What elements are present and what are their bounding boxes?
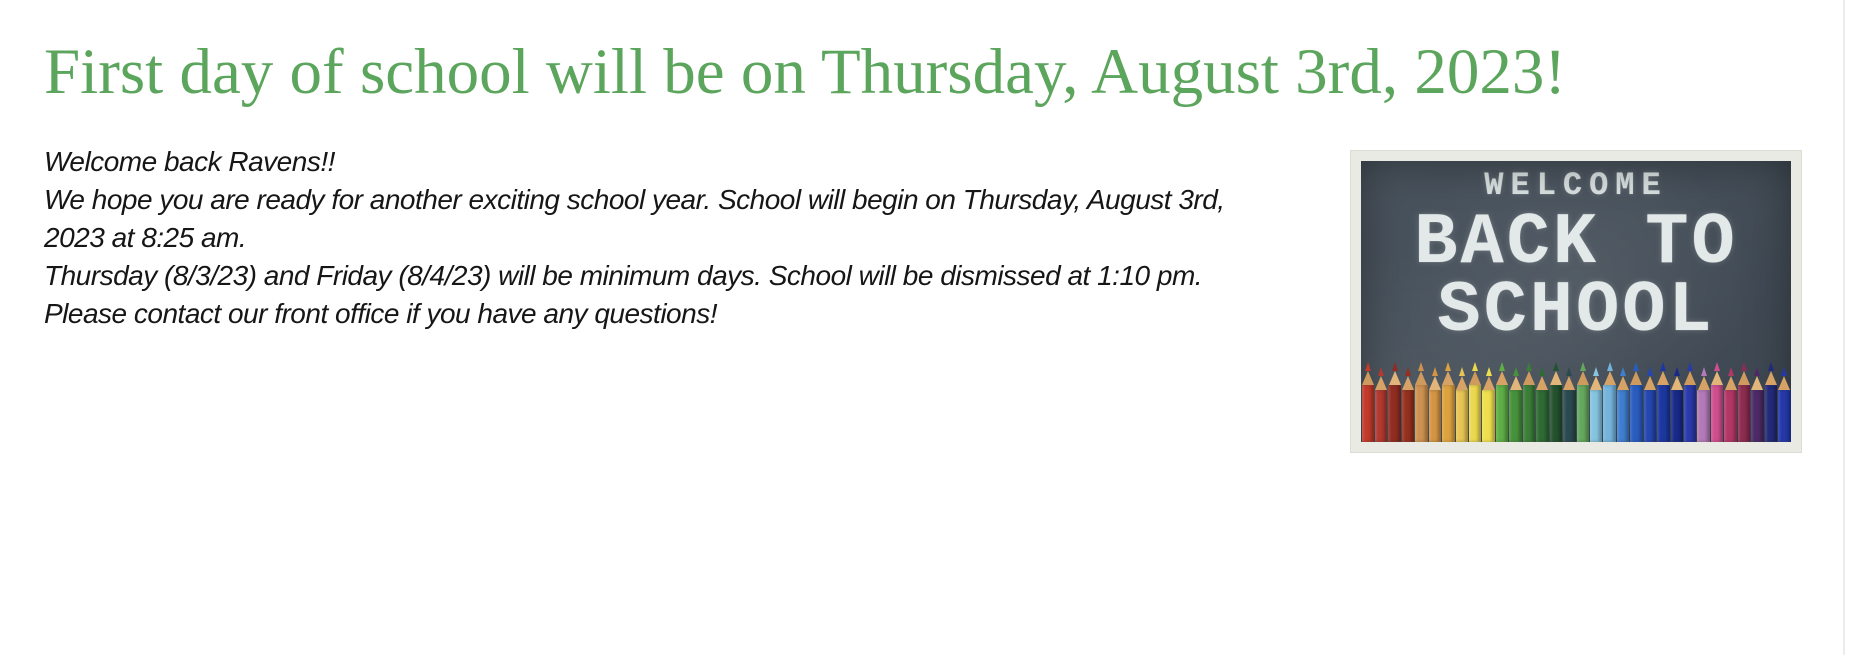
pencil-lead-tip: [1781, 367, 1787, 376]
pencil-shaft: [1456, 390, 1468, 442]
chalkboard-back-to-text: BACK TO: [1414, 202, 1738, 284]
pencil-lead-tip: [1486, 367, 1492, 376]
colored-pencil: [1482, 367, 1495, 442]
pencil-wood-cone: [1577, 371, 1589, 385]
pencil-shaft: [1469, 385, 1481, 442]
colored-pencil: [1737, 362, 1750, 442]
pencil-lead-tip: [1728, 367, 1734, 376]
colored-pencil: [1603, 362, 1616, 442]
pencil-wood-cone: [1711, 371, 1723, 385]
pencil-shaft: [1724, 390, 1736, 442]
pencil-lead-tip: [1660, 362, 1666, 371]
page-right-divider: [1843, 0, 1845, 655]
pencil-lead-tip: [1378, 367, 1384, 376]
pencil-lead-tip: [1768, 362, 1774, 371]
pencil-wood-cone: [1362, 371, 1374, 385]
pencil-wood-cone: [1429, 376, 1441, 390]
pencil-lead-tip: [1499, 362, 1505, 371]
pencil-lead-tip: [1405, 367, 1411, 376]
pencil-lead-tip: [1580, 362, 1586, 371]
pencil-wood-cone: [1496, 371, 1508, 385]
colored-pencil: [1657, 362, 1670, 442]
pencil-shaft: [1415, 385, 1427, 442]
pencil-lead-tip: [1365, 362, 1371, 371]
pencil-shaft: [1644, 390, 1656, 442]
pencil-lead-tip: [1714, 362, 1720, 371]
colored-pencil: [1778, 367, 1791, 442]
colored-pencil: [1589, 367, 1602, 442]
pencil-wood-cone: [1456, 376, 1468, 390]
back-to-school-image: [1350, 150, 1802, 453]
announcement-line: Please contact our front office if you have any questions!: [44, 298, 717, 329]
pencil-shaft: [1523, 385, 1535, 442]
pencil-shaft: [1577, 385, 1589, 442]
colored-pencil: [1724, 367, 1737, 442]
colored-pencil: [1697, 367, 1710, 442]
chalkboard-welcome-text: WELCOME: [1484, 167, 1668, 204]
pencil-wood-cone: [1698, 376, 1710, 390]
pencil-row: [1361, 358, 1791, 442]
pencil-shaft: [1550, 385, 1562, 442]
pencil-shaft: [1563, 390, 1575, 442]
colored-pencil: [1442, 362, 1455, 442]
pencil-shaft: [1697, 390, 1709, 442]
colored-pencil: [1522, 362, 1535, 442]
pencil-lead-tip: [1754, 367, 1760, 376]
pencil-wood-cone: [1751, 376, 1763, 390]
pencil-shaft: [1778, 390, 1790, 442]
pencil-lead-tip: [1432, 367, 1438, 376]
pencil-lead-tip: [1539, 367, 1545, 376]
pencil-wood-cone: [1442, 371, 1454, 385]
pencil-wood-cone: [1765, 371, 1777, 385]
pencil-wood-cone: [1469, 371, 1481, 385]
colored-pencil: [1374, 367, 1387, 442]
colored-pencil: [1616, 367, 1629, 442]
announcement-line: Welcome back Ravens!!: [44, 146, 335, 177]
announcement-line: 2023 at 8:25 am.: [44, 222, 247, 253]
pencil-lead-tip: [1392, 362, 1398, 371]
colored-pencil: [1684, 362, 1697, 442]
pencil-lead-tip: [1526, 362, 1532, 371]
pencil-shaft: [1765, 385, 1777, 442]
pencil-shaft: [1671, 390, 1683, 442]
page-title: First day of school will be on Thursday, August 3rd, 2023!: [44, 36, 1566, 108]
pencil-shaft: [1657, 385, 1669, 442]
pencil-shaft: [1402, 390, 1414, 442]
colored-pencil: [1764, 362, 1777, 442]
colored-pencil: [1469, 362, 1482, 442]
pencil-wood-cone: [1536, 376, 1548, 390]
pencil-lead-tip: [1647, 367, 1653, 376]
pencil-wood-cone: [1778, 376, 1790, 390]
pencil-wood-cone: [1375, 376, 1387, 390]
pencil-lead-tip: [1418, 362, 1424, 371]
pencil-wood-cone: [1563, 376, 1575, 390]
pencil-shaft: [1536, 390, 1548, 442]
colored-pencil: [1455, 367, 1468, 442]
pencil-wood-cone: [1630, 371, 1642, 385]
pencil-shaft: [1496, 385, 1508, 442]
pencil-wood-cone: [1402, 376, 1414, 390]
pencil-wood-cone: [1415, 371, 1427, 385]
colored-pencil: [1428, 367, 1441, 442]
pencil-shaft: [1590, 390, 1602, 442]
pencil-shaft: [1442, 385, 1454, 442]
pencil-wood-cone: [1617, 376, 1629, 390]
pencil-lead-tip: [1513, 367, 1519, 376]
colored-pencil: [1361, 362, 1374, 442]
pencil-shaft: [1684, 385, 1696, 442]
chalkboard-school-text: SCHOOL: [1437, 270, 1715, 352]
pencil-wood-cone: [1684, 371, 1696, 385]
pencil-wood-cone: [1510, 376, 1522, 390]
pencil-lead-tip: [1687, 362, 1693, 371]
pencil-wood-cone: [1671, 376, 1683, 390]
pencil-shaft: [1375, 390, 1387, 442]
pencil-lead-tip: [1472, 362, 1478, 371]
colored-pencil: [1415, 362, 1428, 442]
colored-pencil: [1643, 367, 1656, 442]
pencil-wood-cone: [1657, 371, 1669, 385]
pencil-lead-tip: [1620, 367, 1626, 376]
colored-pencil: [1536, 367, 1549, 442]
pencil-lead-tip: [1593, 367, 1599, 376]
pencil-shaft: [1617, 390, 1629, 442]
colored-pencil: [1495, 362, 1508, 442]
pencil-shaft: [1509, 390, 1521, 442]
colored-pencil: [1751, 367, 1764, 442]
pencil-shaft: [1482, 390, 1494, 442]
colored-pencil: [1630, 362, 1643, 442]
announcement-line: We hope you are ready for another exciting school year. School will begin on Thursday, August 3rd,: [44, 184, 1225, 215]
pencil-lead-tip: [1701, 367, 1707, 376]
pencil-lead-tip: [1633, 362, 1639, 371]
pencil-lead-tip: [1607, 362, 1613, 371]
pencil-shaft: [1388, 385, 1400, 442]
colored-pencil: [1670, 367, 1683, 442]
announcement-text: [44, 143, 1339, 333]
pencil-lead-tip: [1674, 367, 1680, 376]
pencil-lead-tip: [1566, 367, 1572, 376]
colored-pencil: [1563, 367, 1576, 442]
colored-pencil: [1388, 362, 1401, 442]
pencil-wood-cone: [1550, 371, 1562, 385]
pencil-lead-tip: [1445, 362, 1451, 371]
pencil-wood-cone: [1604, 371, 1616, 385]
pencil-wood-cone: [1389, 371, 1401, 385]
pencil-wood-cone: [1738, 371, 1750, 385]
colored-pencil: [1509, 367, 1522, 442]
pencil-shaft: [1738, 385, 1750, 442]
colored-pencil: [1549, 362, 1562, 442]
colored-pencil: [1401, 367, 1414, 442]
colored-pencil: [1576, 362, 1589, 442]
pencil-shaft: [1362, 385, 1374, 442]
pencil-shaft: [1603, 385, 1615, 442]
pencil-wood-cone: [1523, 371, 1535, 385]
colored-pencil: [1710, 362, 1723, 442]
pencil-shaft: [1751, 390, 1763, 442]
pencil-shaft: [1429, 390, 1441, 442]
pencil-wood-cone: [1590, 376, 1602, 390]
pencil-lead-tip: [1459, 367, 1465, 376]
pencil-wood-cone: [1644, 376, 1656, 390]
pencil-wood-cone: [1725, 376, 1737, 390]
pencil-lead-tip: [1553, 362, 1559, 371]
pencil-lead-tip: [1741, 362, 1747, 371]
chalkboard: [1361, 161, 1791, 442]
announcement-line: Thursday (8/3/23) and Friday (8/4/23) will be minimum days. School will be dismissed at 1:10 pm.: [44, 260, 1203, 291]
pencil-wood-cone: [1483, 376, 1495, 390]
pencil-shaft: [1630, 385, 1642, 442]
pencil-shaft: [1711, 385, 1723, 442]
